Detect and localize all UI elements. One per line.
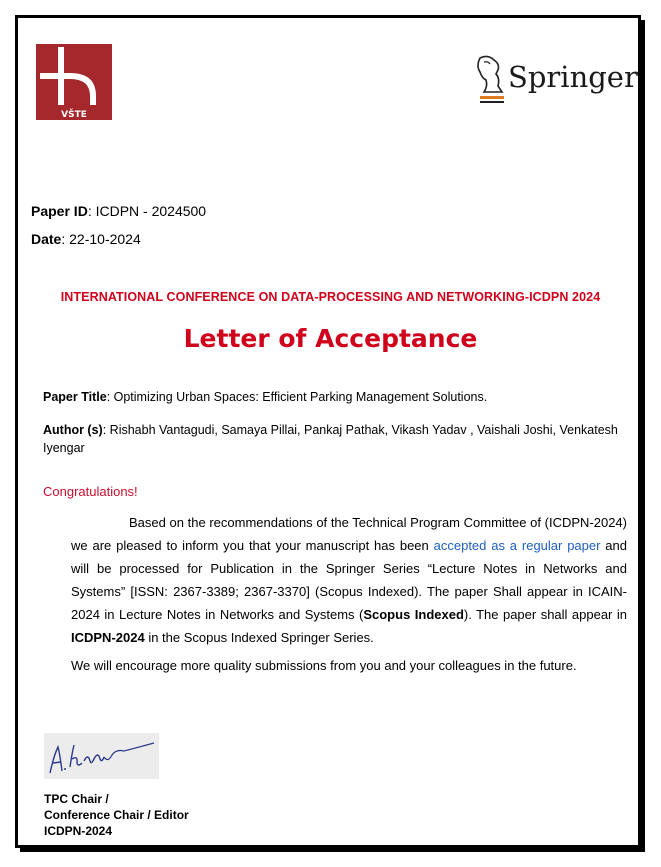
paragraph-text-4: in the Scopus Indexed Springer Series. (144, 630, 374, 645)
conference-title: INTERNATIONAL CONFERENCE ON DATA-PROCESSING AND NETWORKING-ICDPN 2024 (60, 290, 601, 304)
signature-block (44, 791, 189, 839)
authors-label: Author (s) (43, 423, 103, 437)
acceptance-paragraph (71, 511, 627, 649)
springer-logo-text: Springer (508, 60, 638, 94)
paper-title (43, 390, 487, 404)
page-shadow-right (641, 20, 645, 852)
date-label: Date (31, 231, 62, 247)
authors-value: : Rishabh Vantagudi, Samaya Pillai, Pankaj Pathak, Vikash Yadav , Vaishali Joshi, Venkatesh Iyengar (43, 423, 618, 455)
page-shadow-bottom (20, 848, 645, 852)
paper-id (31, 203, 206, 219)
signature-role-2: Conference Chair / Editor (44, 808, 189, 822)
paragraph-text-2: and will be processed for Publication in the Springer Series “Lecture Notes in Networks and Systems” [ISSN: 2367-3389; 2367-3370] (Scopus Indexed). The paper Shall appear in ICAIN-2024 in Lecture Notes in Networks and Systems ( (71, 538, 627, 622)
letter-title: Letter of Acceptance (183, 324, 478, 353)
congratulations: Congratulations! (43, 484, 138, 499)
closing-text: We will encourage more quality submissions from you and your colleagues in the future. (71, 658, 577, 673)
signature-role-1: TPC Chair / (44, 792, 109, 806)
vste-logo-text: VŠTE (61, 110, 87, 120)
paper-title-label: Paper Title (43, 390, 107, 404)
paper-title-value: : Optimizing Urban Spaces: Efficient Parking Management Solutions. (106, 390, 488, 404)
signature-conference: ICDPN-2024 (44, 824, 113, 838)
icdpn-bold: ICDPN-2024 (71, 630, 145, 645)
authors (43, 421, 618, 457)
paper-id-label: Paper ID (31, 203, 88, 219)
signature-image (44, 733, 159, 779)
paragraph-text-3: ). The paper shall appear in (463, 607, 627, 622)
paragraph-text-1: Based on the recommendations of the Technical Program Committee of (ICDPN-2024) we are pleased to inform you that your manuscript has been (71, 515, 627, 553)
scopus-indexed-bold: Scopus Indexed (363, 607, 464, 622)
date (31, 231, 141, 247)
vste-logo (36, 44, 112, 120)
paper-id-value: : ICDPN - 2024500 (87, 203, 207, 219)
accepted-regular-paper-text: accepted as a regular paper (433, 538, 601, 553)
date-value: : 22-10-2024 (61, 231, 141, 247)
